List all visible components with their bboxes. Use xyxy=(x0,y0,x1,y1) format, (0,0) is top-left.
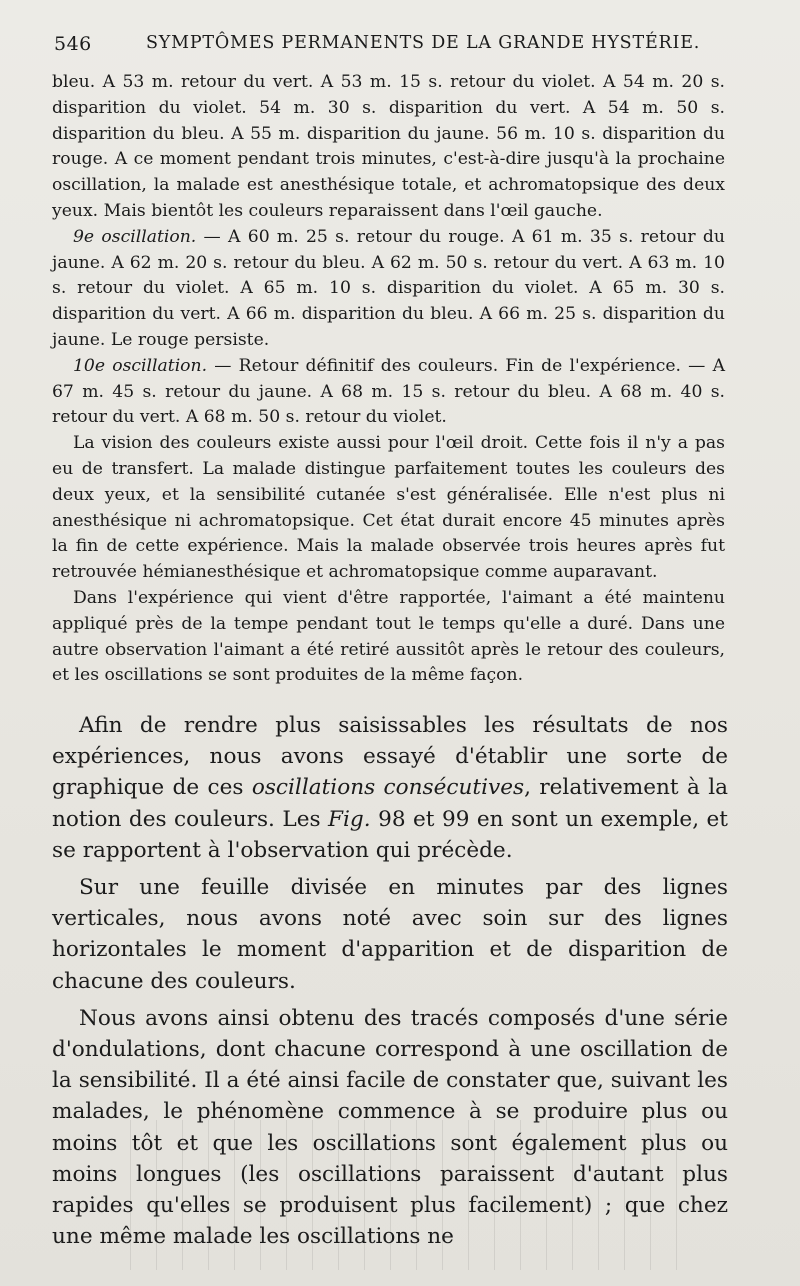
paragraph-graphic-intro xyxy=(52,710,728,866)
paragraph-text: , relativement à la notion des couleurs. Les xyxy=(52,775,728,832)
paragraph-text: La vision des couleurs existe aussi pour l'œil droit. Cette fois il n'y a pas eu de transfert. La malade distingue parfaitement toutes les couleurs des deux yeux, et la sensibilité cutanée s'est généralisée. Elle n'est plus ni anesthésique ni achromatopsique. Cet état durait encore 45 minutes après la fin de cette expérience. Mais la malade observée trois heures après fut retrouvée hémianesthésique et achromatopsique comme auparavant. xyxy=(52,433,725,583)
paragraph-right-eye xyxy=(52,431,725,586)
paragraph-tenth-oscillation xyxy=(52,354,725,431)
page-number: 546 xyxy=(54,33,92,55)
figure-reference: Fig. xyxy=(328,806,371,832)
paragraph-text: Nous avons ainsi obtenu des tracés composés d'une série d'ondulations, dont chacune correspond à une oscillation de la sensibilité. Il a été ainsi facile de constater que, suivant les malades, le phénomène commence à se produire plus ou moins tôt et que les oscillations sont également plus ou moins longues (les oscillations paraissent d'autant plus rapides qu'elles se produisent plus facilement) ; que chez une même malade les oscillations ne xyxy=(52,1005,728,1250)
oscillation-label: 10e oscillation. xyxy=(73,355,208,376)
paragraph-text: Afin de rendre plus saisissables les résultats de nos expériences, nous avons essayé d'établir une sorte de graphique de ces xyxy=(52,713,728,801)
paragraph-results xyxy=(52,1003,728,1253)
running-title: SYMPTÔMES PERMANENTS DE LA GRANDE HYSTÉRIE. xyxy=(146,33,701,53)
paragraph-ninth-oscillation xyxy=(52,225,725,354)
italic-term: oscillations consécutives xyxy=(251,775,525,801)
paragraph-text: Dans l'expérience qui vient d'être rapportée, l'aimant a été maintenu appliqué près de la tempe pendant tout le temps qu'elle a duré. Dans une autre observation l'aimant a été retiré aussitôt après le retour des couleurs, et les oscillations se sont produites de la même façon. xyxy=(52,587,725,686)
oscillation-label: 9e oscillation. xyxy=(73,226,197,247)
paragraph-text: 98 et 99 en sont un exemple, et se rapportent à l'observation qui précède. xyxy=(52,806,728,863)
paragraph-continuation xyxy=(52,70,725,225)
paragraph-magnet xyxy=(52,586,725,689)
paragraph-text: Sur une feuille divisée en minutes par des lignes verticales, nous avons noté avec soin sur des lignes horizontales le moment d'apparition et de disparition de chacune des couleurs. xyxy=(52,875,728,994)
paragraph-method xyxy=(52,872,728,997)
observation-notes xyxy=(52,70,725,689)
page-header xyxy=(54,33,754,57)
paragraph-text: bleu. A 53 m. retour du vert. A 53 m. 15 s. retour du violet. A 54 m. 20 s. disparition du violet. 54 m. 30 s. disparition du vert. A 54 m. 50 s. disparition du bleu. A 55 m. disparition du jaune. 56 m. 10 s. disparition du rouge. A ce moment pendant trois minutes, c'est-à-dire jusqu'à la prochaine oscillation, la malade est anesthésique totale, et achromatopsique des deux yeux. Mais bientôt les couleurs reparaissent dans l'œil gauche. xyxy=(52,72,725,221)
main-text xyxy=(52,710,728,1258)
paragraph-text: — Retour définitif des couleurs. Fin de l'expérience. — A 67 m. 45 s. retour du jaune. A 68 m. 15 s. retour du bleu. A 68 m. 40 s. retour du vert. A 68 m. 50 s. retour du violet. xyxy=(52,355,725,428)
paragraph-text: — A 60 m. 25 s. retour du rouge. A 61 m. 35 s. retour du jaune. A 62 m. 20 s. retour du bleu. A 62 m. 50 s. retour du vert. A 63 m. 10 s. retour du violet. A 65 m. 10 s. disparition du violet. A 65 m. 30 s. disparition du vert. A 66 m. disparition du bleu. A 66 m. 25 s. disparition du jaune. Le rouge persiste. xyxy=(52,226,725,350)
